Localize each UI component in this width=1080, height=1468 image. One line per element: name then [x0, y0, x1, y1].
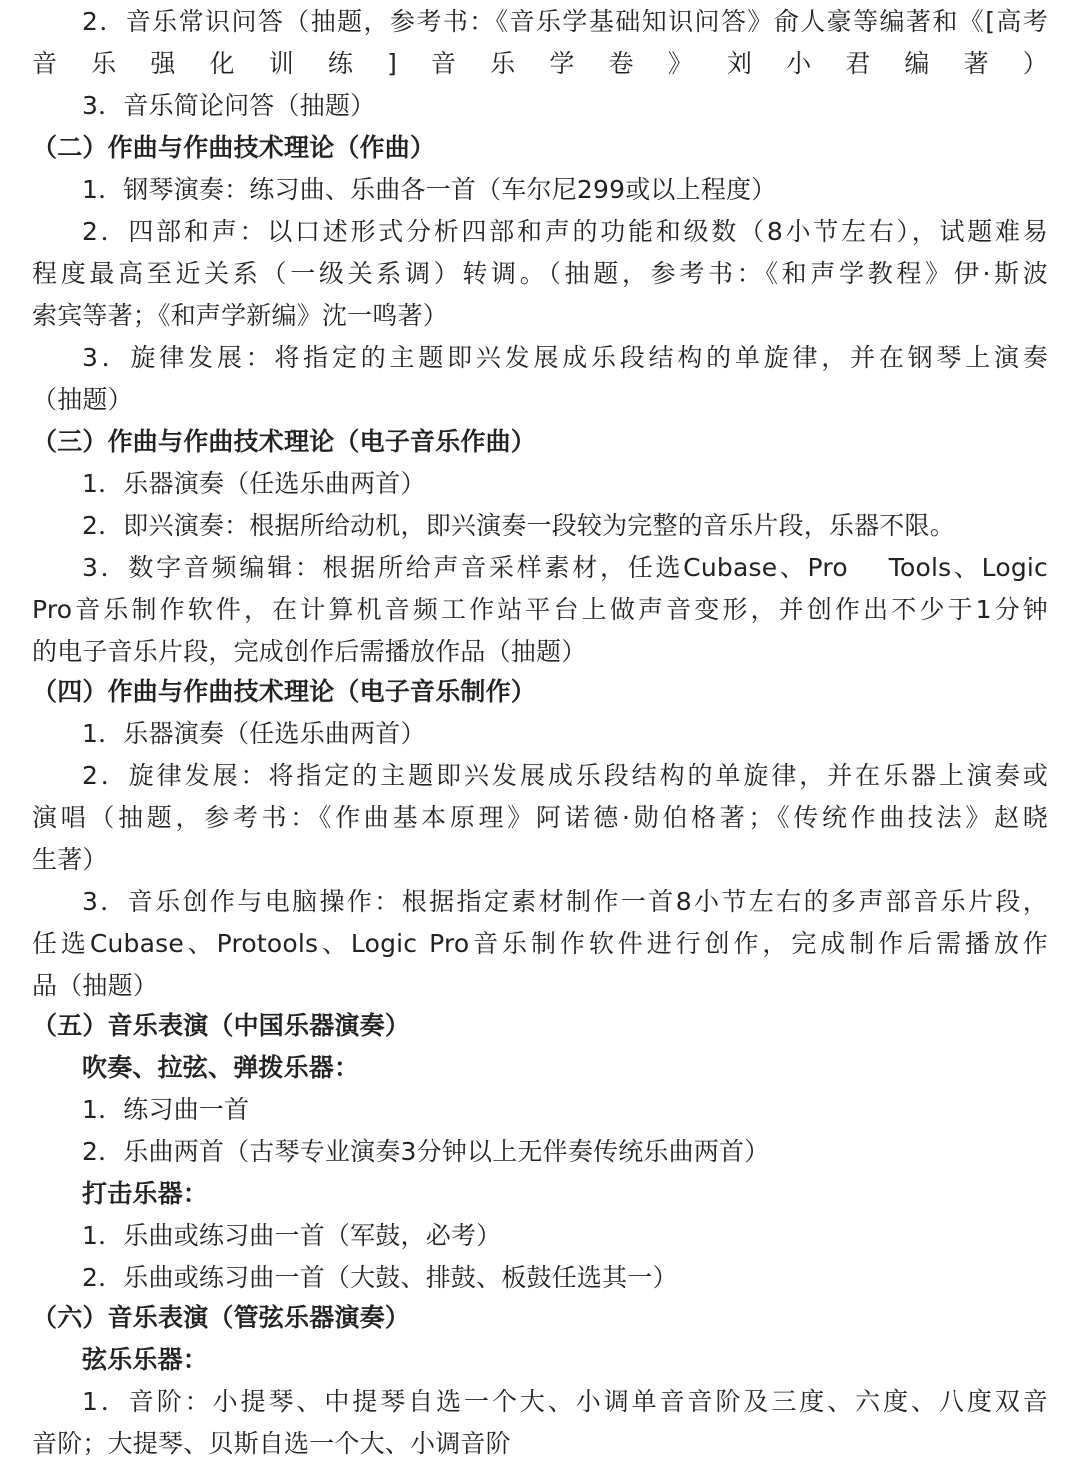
section-heading: （五）音乐表演（中国乐器演奏）	[32, 1011, 411, 1040]
text-line: 生著）	[32, 845, 108, 874]
text-line: 2．音乐常识问答（抽题，参考书：《音乐学基础知识问答》俞人豪等编著和《[高考	[82, 7, 1048, 36]
text-line: 1．练习曲一首	[82, 1095, 250, 1124]
text-line: 演唱（抽题，参考书：《作曲基本原理》阿诺德·勋伯格著；《传统作曲技法》赵晓	[32, 803, 1048, 832]
section-heading: （二）作曲与作曲技术理论（作曲）	[32, 133, 436, 162]
text-line: 任选Cubase、Protools、Logic Pro音乐制作软件进行创作，完成制作后需播放作	[32, 929, 1048, 958]
text-line: 2．乐曲两首（古琴专业演奏3分钟以上无伴奏传统乐曲两首）	[82, 1137, 770, 1166]
text-line: 品（抽题）	[32, 971, 159, 1000]
text-line: 3．数字音频编辑：根据所给声音采样素材，任选Cubase、Pro Tools、Logic	[82, 553, 1048, 582]
text-line: 1．乐器演奏（任选乐曲两首）	[82, 469, 426, 498]
text-line: 3．音乐创作与电脑操作：根据指定素材制作一首8小节左右的多声部音乐片段，	[82, 887, 1048, 916]
subsection-heading: 打击乐器：	[82, 1179, 209, 1208]
subsection-heading: 吹奏、拉弦、弹拨乐器：	[82, 1053, 360, 1082]
text-line: 1．乐曲或练习曲一首（军鼓，必考）	[82, 1221, 502, 1250]
text-line: 的电子音乐片段，完成创作后需播放作品（抽题）	[32, 637, 587, 666]
text-line: 1．钢琴演奏：练习曲、乐曲各一首（车尔尼299或以上程度）	[82, 175, 777, 204]
section-heading: （三）作曲与作曲技术理论（电子音乐作曲）	[32, 427, 537, 456]
text-line: 2．乐曲或练习曲一首（大鼓、排鼓、板鼓任选其一）	[82, 1263, 678, 1292]
text-line: （抽题）	[32, 385, 133, 414]
section-heading: （六）音乐表演（管弦乐器演奏）	[32, 1303, 411, 1332]
text-line: 3．旋律发展：将指定的主题即兴发展成乐段结构的单旋律，并在钢琴上演奏	[82, 343, 1048, 372]
text-line: Pro音乐制作软件，在计算机音频工作站平台上做声音变形，并创作出不少于1分钟	[32, 595, 1048, 624]
text-line: 2．即兴演奏：根据所给动机，即兴演奏一段较为完整的音乐片段，乐器不限。	[82, 511, 955, 540]
text-line: 1．乐器演奏（任选乐曲两首）	[82, 719, 426, 748]
text-line: 索宾等著；《和声学新编》沈一鸣著）	[32, 301, 448, 330]
text-line: 音阶；大提琴、贝斯自选一个大、小调音阶	[32, 1429, 511, 1458]
section-heading: （四）作曲与作曲技术理论（电子音乐制作）	[32, 677, 537, 706]
text-line: 3．音乐简论问答（抽题）	[82, 91, 376, 120]
text-line: 音乐强化训练]音乐学卷》刘小君编著）	[32, 49, 1048, 78]
text-line: 2．四部和声：以口述形式分析四部和声的功能和级数（8小节左右），试题难易	[82, 217, 1048, 246]
subsection-heading: 弦乐乐器：	[82, 1345, 209, 1374]
text-line: 2．旋律发展：将指定的主题即兴发展成乐段结构的单旋律，并在乐器上演奏或	[82, 761, 1048, 790]
text-line: 程度最高至近关系（一级关系调）转调。（抽题，参考书：《和声学教程》伊·斯波	[32, 259, 1048, 288]
text-line: 1．音阶：小提琴、中提琴自选一个大、小调单音音阶及三度、六度、八度双音	[82, 1387, 1048, 1416]
